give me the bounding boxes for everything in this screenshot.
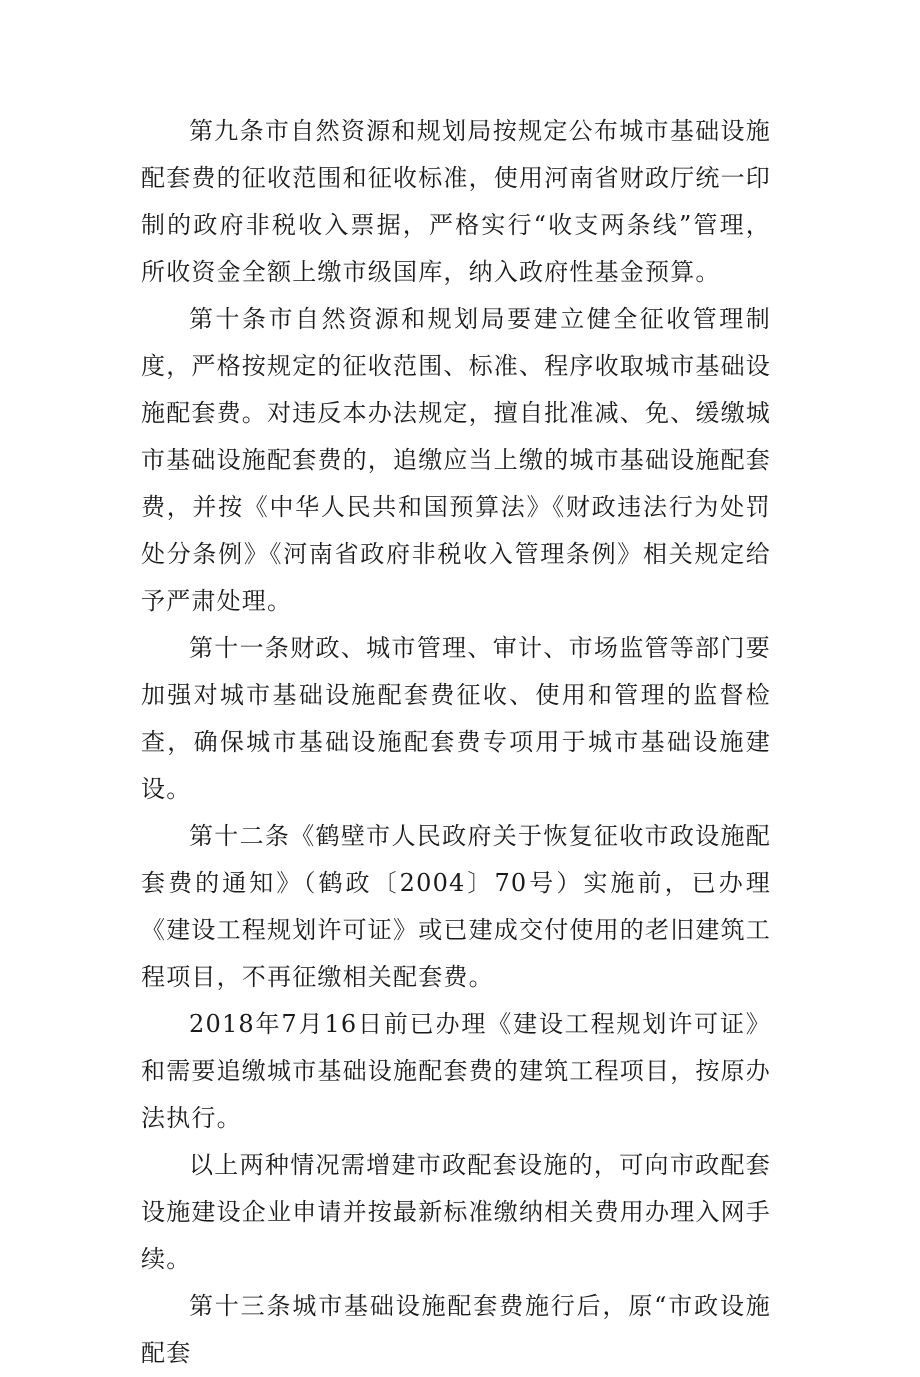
article-12-supplement-paragraph: 2018年7月16日前已办理《建设工程规划许可证》和需要追缴城市基础设施配套费的建筑工程项目，按原办法执行。 xyxy=(141,1010,771,1132)
article-11-paragraph: 第十一条财政、城市管理、审计、市场监管等部门要加强对城市基础设施配套费征收、使用和管理的监督检查，确保城市基础设施配套费专项用于城市基础设施建设。 xyxy=(141,634,771,803)
document-body xyxy=(141,108,771,1377)
article-10-paragraph: 第十条市自然资源和规划局要建立健全征收管理制度，严格按规定的征收范围、标准、程序收取城市基础设施配套费。对违反本办法规定，擅自批准减、免、缓缴城市基础设施配套费的，追缴应当上缴的城市基础设施配套费，并按《中华人民共和国预算法》《财政违法行为处罚处分条例》《河南省政府非税收入管理条例》相关规定给予严肃处理。 xyxy=(141,305,771,615)
article-12-paragraph: 第十二条《鹤壁市人民政府关于恢复征收市政设施配套费的通知》（鹤政〔2004〕70号）实施前，已办理《建设工程规划许可证》或已建成交付使用的老旧建筑工程项目，不再征缴相关配套费。 xyxy=(141,822,771,991)
article-12-note-paragraph: 以上两种情况需增建市政配套设施的，可向市政配套设施建设企业申请并按最新标准缴纳相关费用办理入网手续。 xyxy=(141,1151,771,1273)
article-9-paragraph: 第九条市自然资源和规划局按规定公布城市基础设施配套费的征收范围和征收标准，使用河南省财政厅统一印制的政府非税收入票据，严格实行“收支两条线”管理，所收资金全额上缴市级国库，纳入政府性基金预算。 xyxy=(141,117,771,286)
article-13-paragraph: 第十三条城市基础设施配套费施行后，原“市政设施配套 xyxy=(141,1292,771,1367)
